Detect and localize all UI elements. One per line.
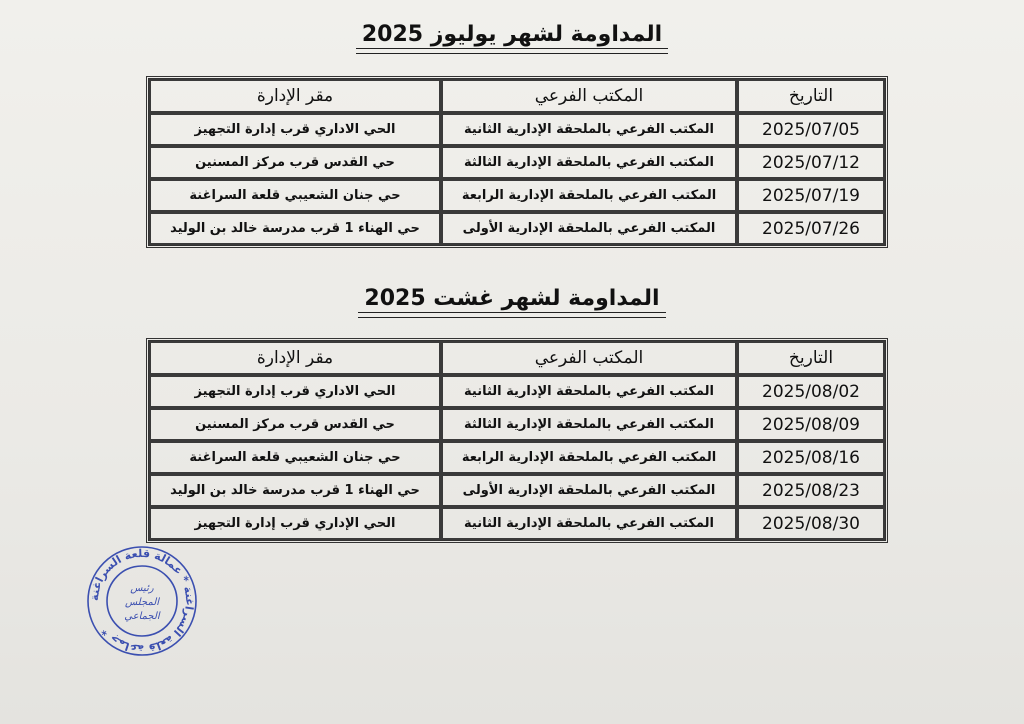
row-office: المكتب الفرعي بالملحقة الإدارية الثانية [441,375,737,408]
july-table [146,76,888,248]
table-row [149,507,885,540]
table-row [149,212,885,245]
august-table [146,338,888,543]
row-hq: الحي الاداري قرب إدارة التجهيز [149,113,441,146]
row-hq: الحي الإداري قرب إدارة التجهيز [149,507,441,540]
row-date: 2025/08/02 [737,375,885,408]
row-hq: حي القدس قرب مركز المسنين [149,146,441,179]
row-hq: حي الهناء 1 قرب مدرسة خالد بن الوليد [149,474,441,507]
header-hq: مقر الإدارة [149,79,441,113]
august-heading [0,286,1024,315]
table-header-row [149,341,885,375]
header-office: المكتب الفرعي [441,79,737,113]
header-hq: مقر الإدارة [149,341,441,375]
row-date: 2025/07/19 [737,179,885,212]
table-row [149,179,885,212]
row-office: المكتب الفرعي بالملحقة الإدارية الأولى [441,212,737,245]
row-hq: حي جنان الشعيبي قلعة السراغنة [149,441,441,474]
table-row [149,408,885,441]
table-row [149,146,885,179]
svg-text:رئيس: رئيس [130,583,154,594]
svg-text:الجماعي: الجماعي [124,611,160,622]
official-stamp [86,545,198,657]
stamp-ring-text: جماعة قلعة السراغنة * عمالة قلعة السراغنة * [87,546,197,656]
row-date: 2025/08/16 [737,441,885,474]
row-office: المكتب الفرعي بالملحقة الإدارية الثانية [441,113,737,146]
row-office: المكتب الفرعي بالملحقة الإدارية الرابعة [441,441,737,474]
row-hq: حي جنان الشعيبي قلعة السراغنة [149,179,441,212]
header-office: المكتب الفرعي [441,341,737,375]
row-date: 2025/08/30 [737,507,885,540]
row-date: 2025/07/26 [737,212,885,245]
row-hq: حي القدس قرب مركز المسنين [149,408,441,441]
stamp-inner-text [124,583,161,622]
august-title: المداومة لشهر غشت 2025 [358,286,665,315]
row-date: 2025/07/05 [737,113,885,146]
row-office: المكتب الفرعي بالملحقة الإدارية الأولى [441,474,737,507]
july-heading [0,22,1024,51]
svg-text:المجلس: المجلس [124,597,160,608]
july-title: المداومة لشهر يوليوز 2025 [356,22,668,51]
header-date: التاريخ [737,79,885,113]
table-header-row [149,79,885,113]
row-date: 2025/08/23 [737,474,885,507]
table-row [149,474,885,507]
header-date: التاريخ [737,341,885,375]
row-office: المكتب الفرعي بالملحقة الإدارية الثالثة [441,146,737,179]
row-date: 2025/07/12 [737,146,885,179]
row-date: 2025/08/09 [737,408,885,441]
table-row [149,375,885,408]
table-row [149,441,885,474]
row-hq: حي الهناء 1 قرب مدرسة خالد بن الوليد [149,212,441,245]
row-office: المكتب الفرعي بالملحقة الإدارية الرابعة [441,179,737,212]
row-office: المكتب الفرعي بالملحقة الإدارية الثانية [441,507,737,540]
row-office: المكتب الفرعي بالملحقة الإدارية الثالثة [441,408,737,441]
table-row [149,113,885,146]
row-hq: الحي الاداري قرب إدارة التجهيز [149,375,441,408]
